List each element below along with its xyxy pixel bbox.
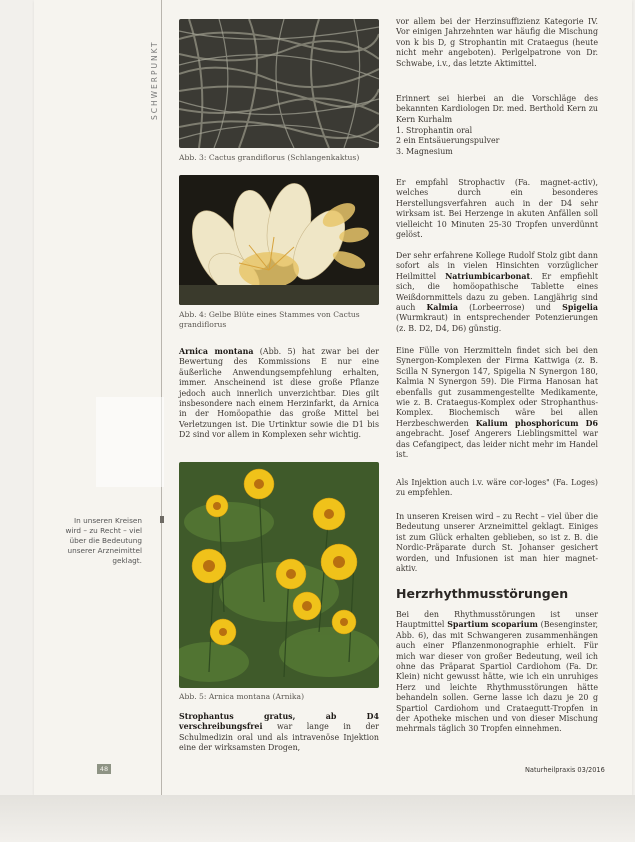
text-r4b: . Er empfiehlt sich, die homöopathische Tablette eines Weißdornmittels dazu zu geben. Langjährig sind auch: [396, 271, 599, 313]
text-arnica: (Abb. 5) hat zwar bei der Bewertung des Kommissions E nur eine äußerliche Anwendungsempfehlung erhalten, immer. Anscheinend ist diese große Pflanze jedoch auch innerlich unverzichtbar. Dies gilt insbesondere nach einem Herzinfarkt, da Arnica in der Homöopathie das große Mittel bei Verletzungen ist. Die Urtinktur sowie die D1 bis D2 sind vor allem in Komplexen sehr wichtig.: [179, 347, 380, 440]
text-r4d: (Wurmkraut) in entsprechender Potenzierungen (z. B. D2, D4, D6) günstig.: [396, 313, 598, 333]
margin-ghost-box: [96, 397, 164, 487]
paragraph-r6: Als Injektion auch i.v. wäre cor-loges" (Fa. Loges) zu empfehlen.: [396, 478, 598, 498]
paragraph-r1: vor allem bei der Herzinsuffizienz Kategorie IV. Vor einigen Jahrzehnten war häufig die Mischung von k bis D, g Strophantin mit Crataegus (heute nicht mehr angeboten). Perlgelpatrone von Dr. Schwabe, i.v., das letzte Aktimittel.: [396, 17, 598, 68]
quote-marker: [160, 516, 164, 523]
text-r8b: (Besenginster, Abb. 6), das mit Schwangeren zusammenhängen auch einer Pflanzenmonographie erhielt. Für mich war dieser von großer Bedeutung, weil ich ohne das Präparat Spartiol Cardiohom (Fa. Dr. Klein) nicht gewusst hätte, wie ich ein unruhiges Herz und leichte Rhythmusstörungen hätte behandeln sollen. Gerne lasse ich dazu je 20 g Spartiol Cardiohom und Crataegutt-Tropfen in der Apotheke mischen und von dieser Mischung mehrmals täglich 30 Tropfen einnehmen.: [396, 620, 598, 734]
term-kalium: Kalium phosphoricum D6: [475, 418, 598, 428]
text-r8a: Bei den Rhythmusstörungen ist unser Hauptmittel: [396, 610, 598, 630]
footer-publication: Naturheilpraxis 03/2016: [525, 766, 605, 774]
text-r5a: Eine Fülle von Herzmitteln findet sich bei den Synergon-Komplexen der Firma Kattwiga (z. B. Scilla N Synergon 147, Spigelia N Synergon 180, Kalmia N Synergon 59). Die Firma Hanosan hat ebenfalls gut zusammengestellte Medikamente, wie z. B. Crataegus-Komplex oder Strophanthus-Komplex. Biochemisch wäre bei allen Herzbeschwerden: [396, 346, 598, 428]
text-r5b: angebracht. Josef Angerers Lieblingsmittel war das Cefangipect, das leider nicht mehr im Handel ist.: [396, 429, 598, 460]
photo-cactus-stems: [179, 19, 379, 148]
list-item: 1. Strophantin oral: [396, 126, 473, 135]
page-number: 48: [97, 764, 111, 774]
paragraph-r7: In unseren Kreisen wird – zu Recht – viel über die Bedeutung unserer Arzneimittel geklagt. Einiges ist zum Glück erhalten geblieben, so ist z. B. die Nordic-Präparate durch St. Johanser gesichert worden, und Infusionen ist man hier magnet-aktiv.: [396, 512, 598, 574]
caption-fig3: Abb. 3: Cactus grandiflorus (Schlangenkaktus): [179, 153, 360, 162]
section-heading: Herzrhythmusstörungen: [396, 586, 569, 601]
term-kalmia: Kalmia: [426, 303, 458, 313]
pull-quote: In unseren Kreisen wird – zu Recht – viel über die Bedeutung unserer Arzneimittel geklagt.: [65, 516, 142, 565]
section-tag: SCHWERPUNKT: [150, 40, 159, 120]
caption-fig5: Abb. 5: Arnica montana (Arnika): [179, 692, 305, 701]
list-item: 3. Magnesium: [396, 146, 453, 156]
caption-fig4: Abb. 4: Gelbe Blüte eines Stammes von Cactus grandiflorus: [179, 310, 360, 329]
scan-shadow: [0, 795, 635, 842]
paragraph-r3: Er empfahl Strophactiv (Fa. magnet-activ), welches durch ein besonderes Herstellungsverfahren auch in der D4 sehr wirksam ist. Bei Herzenge in akuten Anfällen soll vielleicht 10 Minuten 25-30 Tropfen unverdünnt gelöst.: [396, 178, 598, 240]
paragraph-strophantus: [179, 712, 379, 756]
term-arnica: Arnica montana: [179, 347, 254, 356]
photo-arnica: [179, 462, 379, 688]
term-spartium: Spartium scoparium: [447, 620, 538, 630]
paragraph-r2: Erinnert sei hierbei an die Vorschläge des bekannten Kardiologen Dr. med. Berthold Kern zu Kern Kurhalm: [396, 94, 598, 124]
term-spigelia: Spigelia: [562, 303, 598, 313]
paragraph-r4: [396, 251, 598, 333]
remedy-list: [396, 126, 598, 160]
text-r4c: (Lorbeerrose) und: [457, 303, 563, 313]
paragraph-arnica: [179, 347, 379, 459]
paragraph-r8: [396, 610, 598, 742]
term-natrium: Natriumbicarbonat: [445, 271, 531, 281]
text-strophantus: war lange in der Schulmedizin oral und als intravenöse Injektion eine der wirksamsten Drogen,: [179, 722, 379, 753]
paragraph-r5: [396, 346, 598, 468]
text-r4a: Der sehr erfahrene Kollege Rudolf Stolz gibt dann sofort als in vielen Hinsichten vorzüglicher Heilmittel: [396, 251, 598, 281]
photo-cactus-bloom: [179, 175, 379, 305]
list-item: 2 ein Entsäuerungspulver: [396, 136, 500, 146]
term-strophantus: Strophantus gratus, ab D4 verschreibungsfrei: [179, 712, 379, 732]
